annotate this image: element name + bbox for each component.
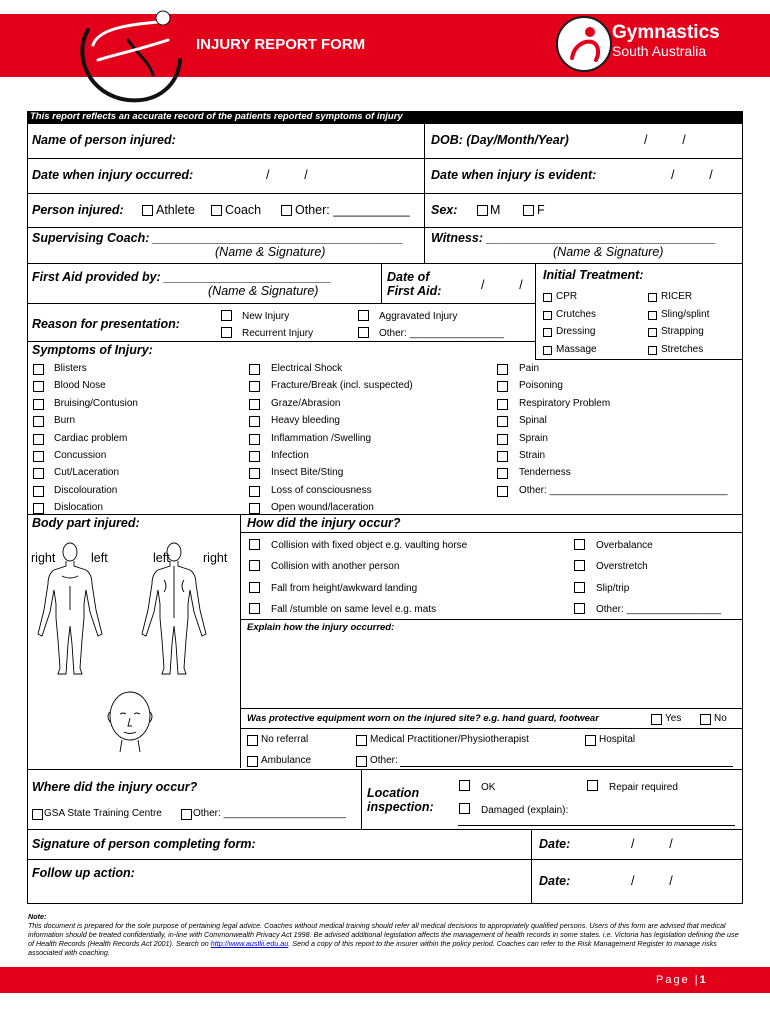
page-title: INJURY REPORT FORM	[196, 36, 366, 53]
page-label: Page |	[656, 974, 700, 986]
where-label: Where did the injury occur?	[32, 780, 198, 794]
massage-treatment-checkbox[interactable]	[543, 346, 552, 355]
gymnast-icon	[558, 18, 610, 70]
first-aid-field[interactable]: First Aid provided by: ________________________	[32, 270, 332, 284]
explain-field[interactable]	[245, 635, 739, 705]
strapping-treatment-label: Strapping	[661, 326, 704, 337]
symptom-other-checkbox[interactable]	[497, 486, 508, 497]
cause-collision-with-another-person-label: Collision with another person	[271, 561, 400, 573]
symptom-other-label: Other: ________________________________	[519, 484, 728, 496]
cause-collision-with-fixed-object-e--label: Collision with fixed object e.g. vaulting horse	[271, 540, 468, 551]
symptom-respiratory-problem-label: Respiratory Problem	[519, 397, 611, 409]
legal-note	[28, 912, 743, 957]
row-line	[27, 227, 743, 228]
new-injury-label: New Injury	[242, 311, 290, 322]
brand-name: Gymnastics	[612, 22, 720, 43]
witness-field[interactable]: Witness: _________________________________	[431, 231, 716, 245]
body-back-diagram[interactable]	[132, 540, 216, 680]
ambulance-label: Ambulance	[261, 755, 312, 766]
sex-f-checkbox[interactable]	[523, 205, 534, 216]
cause-collision-with-fixed-object-e--checkbox[interactable]	[249, 539, 260, 550]
other-person-checkbox[interactable]	[281, 205, 292, 216]
row-line	[27, 303, 535, 304]
protective-no-label: No	[714, 713, 727, 724]
symptom-cardiac-problem-checkbox[interactable]	[33, 434, 44, 445]
damaged-checkbox[interactable]	[459, 803, 470, 814]
other-reason-field[interactable]: Other: _________________	[379, 328, 505, 339]
coach-checkbox[interactable]	[211, 205, 222, 216]
note-text-1: This document is prepared for the sole purpose of pertaining legal advice. Coaches without medical training should refer all medical decisions to appropriately qualified persons. Users of this form are advised that medical information should be treated confidentially, in-line with Commonwealth Privacy Act 1998. Be advised additional legislation affects the management of health records in some states. i.e. Victoria has legislation defining the use of Health Records (Health Records Act 2001). Search on	[28, 921, 739, 948]
sex-m-checkbox[interactable]	[477, 205, 488, 216]
signature-date-slashes[interactable]: / /	[631, 837, 673, 851]
coach-name-signature-hint: (Name & Signature)	[215, 245, 326, 259]
back-left-label: left	[153, 551, 170, 565]
other-referral-field[interactable]	[400, 766, 733, 767]
symptom-burn-label: Burn	[54, 415, 76, 427]
evident-date-slashes[interactable]: / /	[671, 168, 713, 182]
divider	[361, 769, 362, 829]
body-part-label: Body part injured:	[32, 516, 140, 530]
brand-region: South Australia	[612, 43, 707, 59]
symptom-electrical-shock-label: Electrical Shock	[271, 363, 343, 374]
symptom-graze-abrasion-label: Graze/Abrasion	[271, 397, 341, 409]
symptom-fracture-break-incl-suspected-label: Fracture/Break (incl. suspected)	[271, 380, 413, 392]
gymnast-swirl-logo	[68, 0, 188, 112]
front-left-label: left	[91, 551, 108, 565]
gsa-centre-label: GSA State Training Centre	[44, 808, 162, 819]
ricer-treatment-label: RICER	[661, 291, 693, 302]
inspection-ok-checkbox[interactable]	[459, 780, 470, 791]
row-line	[240, 532, 743, 533]
aggravated-injury-label: Aggravated Injury	[379, 311, 458, 322]
location-inspection-label-2: inspection:	[367, 800, 434, 814]
athlete-label: Athlete	[156, 203, 195, 217]
ambulance-checkbox[interactable]	[247, 756, 258, 767]
first-aid-date-label-1: Date of	[387, 270, 430, 284]
explain-label: Explain how the injury occurred:	[247, 622, 395, 633]
symptom-infection-label: Infection	[271, 450, 309, 461]
symptom-loss-of-consciousness-checkbox[interactable]	[249, 486, 260, 497]
body-front-diagram[interactable]	[28, 540, 112, 680]
symptom-concussion-checkbox[interactable]	[33, 451, 44, 462]
symptom-poisoning-label: Poisoning	[519, 380, 563, 392]
symptom-concussion-label: Concussion	[54, 450, 107, 461]
inspection-ok-label: OK	[481, 782, 496, 793]
sex-f-label: F	[537, 203, 545, 217]
supervising-coach-field[interactable]: Supervising Coach: ____________________________________	[32, 231, 404, 245]
gsa-centre-checkbox[interactable]	[32, 809, 43, 820]
symptom-discolouration-checkbox[interactable]	[33, 486, 44, 497]
cause-overbalance-checkbox[interactable]	[574, 539, 585, 550]
symptom-bruising-contusion-checkbox[interactable]	[33, 399, 44, 410]
brand-badge	[556, 16, 612, 72]
cause-fall-stumble-on-same-level-e-g-label: Fall /stumble on same level e.g. mats	[271, 603, 437, 615]
symptom-insect-bite-sting-checkbox[interactable]	[249, 468, 260, 479]
divider	[381, 263, 382, 303]
signature-date-label: Date:	[539, 837, 571, 851]
symptom-spinal-label: Spinal	[519, 415, 547, 427]
row-line	[27, 193, 743, 194]
row-line	[27, 341, 535, 342]
austlii-link[interactable]: http://www.austlii.edu.au	[210, 939, 289, 948]
symptom-electrical-shock-checkbox[interactable]	[249, 364, 260, 375]
crutches-treatment-checkbox[interactable]	[543, 311, 552, 320]
head-diagram[interactable]	[100, 686, 160, 756]
dob-slashes[interactable]: / /	[644, 133, 686, 147]
symptom-infection-checkbox[interactable]	[249, 451, 260, 462]
symptom-strain-checkbox[interactable]	[497, 451, 508, 462]
ricer-treatment-checkbox[interactable]	[648, 293, 657, 302]
symptom-dislocation-label: Dislocation	[54, 502, 103, 514]
symptom-spinal-checkbox[interactable]	[497, 416, 508, 427]
symptom-sprain-checkbox[interactable]	[497, 434, 508, 445]
medical-practitioner-label: Medical Practitioner/Physiotherapist	[370, 734, 529, 745]
other-reason-checkbox[interactable]	[358, 327, 369, 338]
symptom-inflammation-swelling-label: Inflammation /Swelling	[271, 432, 372, 444]
strapping-treatment-checkbox[interactable]	[648, 328, 657, 337]
first-aid-date-label-2: First Aid:	[387, 284, 442, 298]
row-line	[27, 514, 743, 515]
recurrent-injury-checkbox[interactable]	[221, 327, 232, 338]
injury-date-label: Date when injury occurred:	[32, 168, 194, 182]
symptom-blood-nose-label: Blood Nose	[54, 380, 106, 392]
sling-splint-treatment-checkbox[interactable]	[648, 311, 657, 320]
signature-label: Signature of person completing form:	[32, 837, 256, 851]
note-title: Note:	[28, 912, 47, 921]
cause-fall-from-height-awkward-landi-label: Fall from height/awkward landing	[271, 582, 418, 594]
sex-m-label: M	[490, 203, 501, 217]
back-right-label: right	[203, 551, 228, 565]
front-right-label: right	[31, 551, 56, 565]
damaged-explain-field[interactable]	[458, 825, 735, 826]
cause-other-checkbox[interactable]	[574, 603, 585, 614]
row-line	[27, 829, 743, 830]
coach-label: Coach	[225, 203, 262, 217]
other-referral-label: Other:	[370, 755, 398, 766]
symptom-tenderness-checkbox[interactable]	[497, 468, 508, 479]
divider	[240, 514, 241, 768]
new-injury-checkbox[interactable]	[221, 310, 232, 321]
stretches-treatment-label: Stretches	[661, 343, 704, 355]
cause-fall-from-height-awkward-landi-checkbox[interactable]	[249, 582, 260, 593]
no-referral-checkbox[interactable]	[247, 735, 258, 746]
row-line	[240, 708, 743, 709]
symptom-graze-abrasion-checkbox[interactable]	[249, 399, 260, 410]
follow-up-label: Follow up action:	[32, 866, 135, 880]
symptom-heavy-bleeding-checkbox[interactable]	[249, 416, 260, 427]
symptom-blood-nose-checkbox[interactable]	[33, 381, 44, 392]
page-number: 1	[699, 974, 708, 986]
symptom-fracture-break-incl-suspected-checkbox[interactable]	[249, 381, 260, 392]
symptom-burn-checkbox[interactable]	[33, 416, 44, 427]
row-line	[27, 769, 743, 770]
page-indicator	[656, 974, 708, 986]
cause-other-label: Other: _________________	[596, 603, 722, 615]
cause-fall-stumble-on-same-level-e-g-checkbox[interactable]	[249, 603, 260, 614]
symptom-poisoning-checkbox[interactable]	[497, 381, 508, 392]
cause-slip-trip-checkbox[interactable]	[574, 582, 585, 593]
symptom-strain-label: Strain	[519, 450, 546, 461]
notice-banner-text: This report reflects an accurate record of the patients reported symptoms of injury	[30, 111, 403, 122]
massage-treatment-label: Massage	[556, 343, 597, 355]
row-line	[240, 619, 743, 620]
how-injury-label: How did the injury occur?	[247, 516, 401, 530]
location-inspection-label-1: Location	[367, 786, 420, 800]
first-aid-name-hint: (Name & Signature)	[208, 284, 319, 298]
reason-label: Reason for presentation:	[32, 317, 180, 331]
no-referral-label: No referral	[261, 734, 309, 745]
follow-up-date-label: Date:	[539, 874, 571, 888]
other-location-field[interactable]: Other: ______________________	[193, 808, 346, 819]
symptom-blisters-label: Blisters	[54, 363, 87, 374]
initial-treatment-label: Initial Treatment:	[543, 268, 644, 282]
injury-date-slashes[interactable]: / /	[266, 168, 308, 182]
hospital-label: Hospital	[599, 734, 636, 745]
protective-no-checkbox[interactable]	[700, 714, 711, 725]
medical-practitioner-checkbox[interactable]	[356, 735, 367, 746]
symptom-pain-checkbox[interactable]	[497, 364, 508, 375]
dressing-treatment-checkbox[interactable]	[543, 328, 552, 337]
damaged-label: Damaged (explain):	[481, 805, 569, 816]
symptom-respiratory-problem-checkbox[interactable]	[497, 399, 508, 410]
protective-yes-checkbox[interactable]	[651, 714, 662, 725]
hospital-checkbox[interactable]	[585, 735, 596, 746]
recurrent-injury-label: Recurrent Injury	[242, 328, 314, 339]
repair-required-label: Repair required	[609, 782, 678, 793]
symptom-discolouration-label: Discolouration	[54, 484, 118, 496]
symptom-bruising-contusion-label: Bruising/Contusion	[54, 397, 138, 409]
symptom-cut-laceration-checkbox[interactable]	[33, 468, 44, 479]
symptom-pain-label: Pain	[519, 363, 540, 374]
cause-collision-with-another-person-checkbox[interactable]	[249, 560, 260, 571]
symptom-loss-of-consciousness-label: Loss of consciousness	[271, 484, 372, 496]
symptom-open-wound-laceration-checkbox[interactable]	[249, 503, 260, 514]
row-line	[27, 158, 743, 159]
symptom-blisters-checkbox[interactable]	[33, 364, 44, 375]
repair-required-checkbox[interactable]	[587, 780, 598, 791]
row-line	[27, 859, 743, 860]
protective-label: Was protective equipment worn on the injured site? e.g. hand guard, footwear	[247, 713, 599, 724]
dob-label: DOB: (Day/Month/Year)	[431, 133, 569, 147]
symptom-insect-bite-sting-label: Insect Bite/Sting	[271, 467, 344, 479]
crutches-treatment-label: Crutches	[556, 308, 597, 320]
other-referral-checkbox[interactable]	[356, 756, 367, 767]
divider	[535, 263, 536, 359]
row-line	[27, 263, 743, 264]
cpr-treatment-label: CPR	[556, 291, 578, 302]
stretches-treatment-checkbox[interactable]	[648, 346, 657, 355]
footer-bar	[0, 967, 770, 993]
cause-overstretch-checkbox[interactable]	[574, 560, 585, 571]
follow-up-date-slashes[interactable]: / /	[631, 874, 673, 888]
sling-splint-treatment-label: Sling/splint	[661, 308, 710, 320]
symptom-tenderness-label: Tenderness	[519, 467, 571, 479]
row-line	[240, 728, 743, 729]
dressing-treatment-label: Dressing	[556, 326, 596, 337]
first-aid-date-slashes[interactable]: / /	[481, 278, 523, 292]
symptom-cardiac-problem-label: Cardiac problem	[54, 432, 128, 444]
sex-label: Sex:	[431, 203, 458, 217]
cpr-treatment-checkbox[interactable]	[543, 293, 552, 302]
symptom-inflammation-swelling-checkbox[interactable]	[249, 434, 260, 445]
symptoms-label: Symptoms of Injury:	[32, 343, 153, 357]
divider	[531, 829, 532, 904]
cause-overbalance-label: Overbalance	[596, 540, 653, 551]
row-line	[535, 359, 743, 360]
witness-name-signature-hint: (Name & Signature)	[553, 245, 664, 259]
athlete-checkbox[interactable]	[142, 205, 153, 216]
other-location-checkbox[interactable]	[181, 809, 192, 820]
symptom-cut-laceration-label: Cut/Laceration	[54, 467, 120, 479]
symptom-heavy-bleeding-label: Heavy bleeding	[271, 415, 340, 427]
symptom-sprain-label: Sprain	[519, 432, 548, 444]
other-person-field[interactable]: Other: ___________	[295, 203, 410, 217]
evident-date-label: Date when injury is evident:	[431, 168, 597, 182]
name-label: Name of person injured:	[32, 133, 176, 147]
protective-yes-label: Yes	[665, 713, 682, 724]
aggravated-injury-checkbox[interactable]	[358, 310, 369, 321]
cause-overstretch-label: Overstretch	[596, 561, 648, 573]
symptom-open-wound-laceration-label: Open wound/laceration	[271, 502, 374, 514]
symptom-dislocation-checkbox[interactable]	[33, 503, 44, 514]
person-injured-label: Person injured:	[32, 203, 124, 217]
note-text-2: . Send a copy of this report to the insurer within the policy period. Coaches can refer to the Risk Management Register to manage risks associated with coaching.	[28, 939, 717, 957]
cause-slip-trip-label: Slip/trip	[596, 582, 630, 594]
